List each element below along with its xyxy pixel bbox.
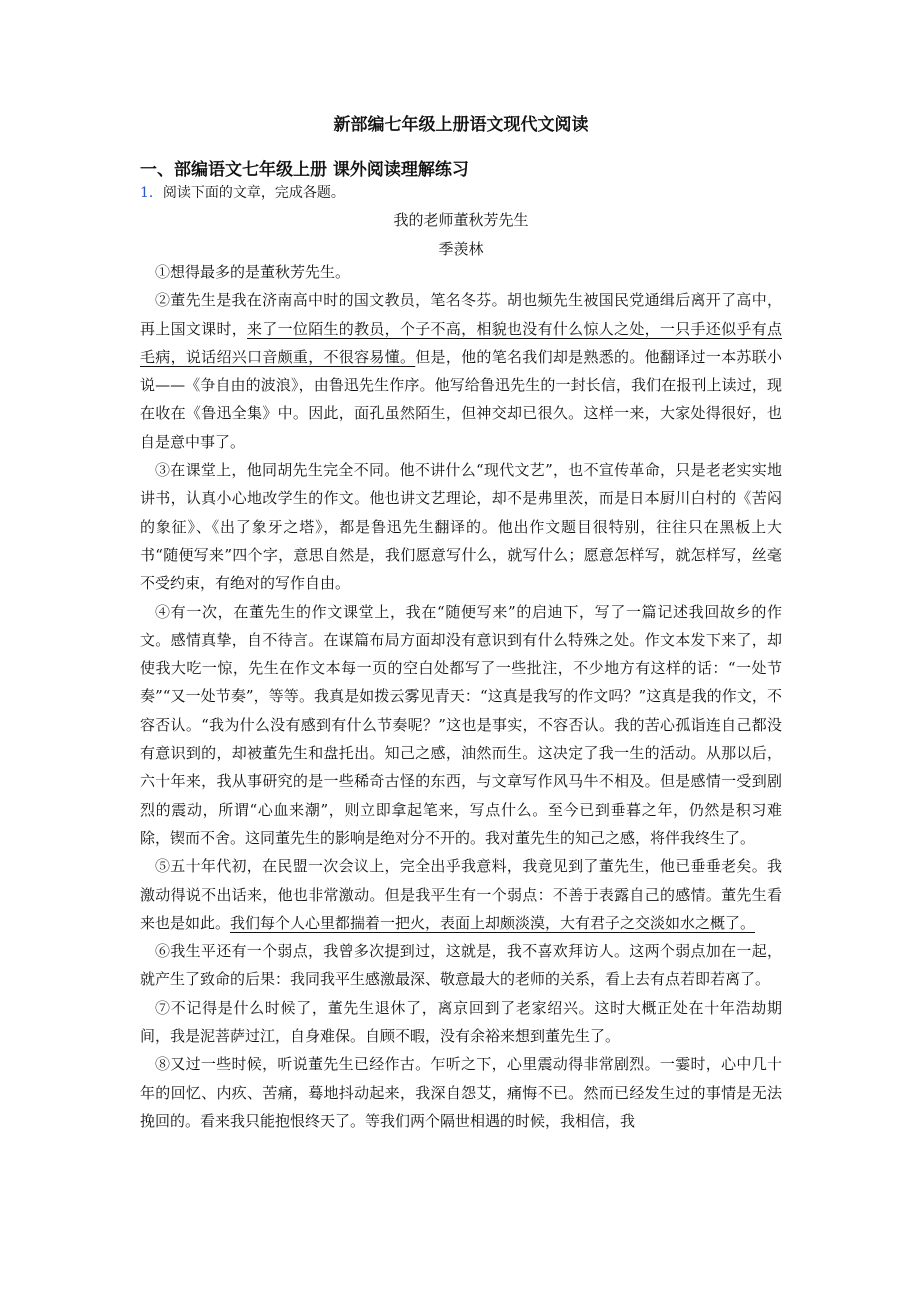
question-number: 1． [140,185,163,201]
paragraph-1: ①想得最多的是董秋芳先生。 [155,263,351,281]
question-prompt [140,182,345,204]
article-body [140,258,782,1135]
underlined-sentence-2: 我们每个人心里都揣着一把火，表面上却颇淡漠，大有君子之交淡如水之概了。 [230,913,756,932]
paragraph-5-start: ⑤五十年代初，在民盟一次会议上，完全出乎我意料，我竟见到了董先生，他已垂垂老矣。我激动得说不出话来，他也非常激动。但是我平生有一个弱点：不善于表露自己的感情。董先生看来也是如此。 [140,857,782,932]
paragraph-3: ③在课堂上，他同胡先生完全不同。他不讲什么“现代文艺”，也不宣传革命，只是老老实实地讲书，认真小心地改学生的作文。他也讲文艺理论，却不是弗里茨，而是日本厨川白村的《苦闷的象征》、《出了象牙之塔》，都是鲁迅先生翻译的。他出作文题目很特别，往往只在黑板上大书“随便写来”四个字，意思自然是，我们愿意写什么，就写什么；愿意怎样写，就怎样写，丝毫不受约束，有绝对的写作自由。 [140,461,782,593]
question-text: 阅读下面的文章，完成各题。 [162,185,345,201]
underlined-sentence-1: 来了一位陌生的教员，个子不高，相貌也没有什么惊人之处，一只手还似乎有点毛病，说话绍兴口音颇重，不很容易懂。 [140,319,782,366]
paragraph-7: ⑦不记得是什么时候了，董先生退休了，离京回到了老家绍兴。这时大概正处在十年浩劫期间，我是泥菩萨过江，自身难保。自顾不暇，没有余裕来想到董先生了。 [140,998,782,1046]
paragraph-2-end: 但是，他的笔名我们却是熟悉的。他翻译过一本苏联小说——《争自由的波浪》，由鲁迅先生作序。他写给鲁迅先生的一封长信，我们在报刊上读过，现在收在《鲁迅全集》中。因此，面孔虽然陌生，但神交却已很久。这样一来，大家处得很好，也自是意中事了。 [140,347,782,451]
paragraph-4: ④有一次，在董先生的作文课堂上，我在“随便写来”的启迪下，写了一篇记述我回故乡的作文。感情真挚，自不待言。在谋篇布局方面却没有意识到有什么特殊之处。作文本发下来了，却使我大吃一惊，先生在作文本每一页的空白处都写了一些批注，不少地方有这样的话：“一处节奏”“又一处节奏”，等等。我真是如拨云雾见青天：“这真是我写的作文吗？”这真是我的作文，不容否认。“我为什么没有感到有什么节奏呢？”这也是事实，不容否认。我的苦心孤诣连自己都没有意识到的，却被董先生和盘托出。知己之感，油然而生。这决定了我一生的活动。从那以后，六十年来，我从事研究的是一些稀奇古怪的东西，与文章写作风马牛不相及。但是感情一受到剧烈的震动，所谓“心血来潮”，则立即拿起笔来，写点什么。至今已到垂暮之年，仍然是积习难除，锲而不舍。这同董先生的影响是绝对分不开的。我对董先生的知己之感，将伴我终生了。 [140,602,782,847]
paragraph-2 [140,286,782,456]
article-title: 我的老师董秋芳先生 [393,211,529,229]
paragraph-6: ⑥我生平还有一个弱点，我曾多次提到过，这就是，我不喜欢拜访人。这两个弱点加在一起，就产生了致命的后果：我同我平生感激最深、敬意最大的老师的关系，看上去有点若即若离了。 [140,942,782,989]
paragraph-2-start: ②董先生是我在济南高中时的国文教员，笔名冬芬。胡也频先生被国民党通缉后离开了高中，再上国文课时， [140,291,782,338]
document-title: 新部编七年级上册语文现代文阅读 [333,115,589,135]
paragraph-8: ⑧又过一些时候，听说董先生已经作古。乍听之下，心里震动得非常剧烈。一霎时，心中几十年的回忆、内疚、苦痛，蓦地抖动起来，我深自怨艾，痛悔不已。然而已经发生过的事情是无法挽回的。看来我只能抱恨终天了。等我们两个隔世相遇的时候，我相信，我 [140,1055,782,1130]
section-heading: 一、部编语文七年级上册 课外阅读理解练习 [140,160,469,180]
paragraph-5 [140,852,782,937]
article-author: 季羡林 [438,240,484,258]
